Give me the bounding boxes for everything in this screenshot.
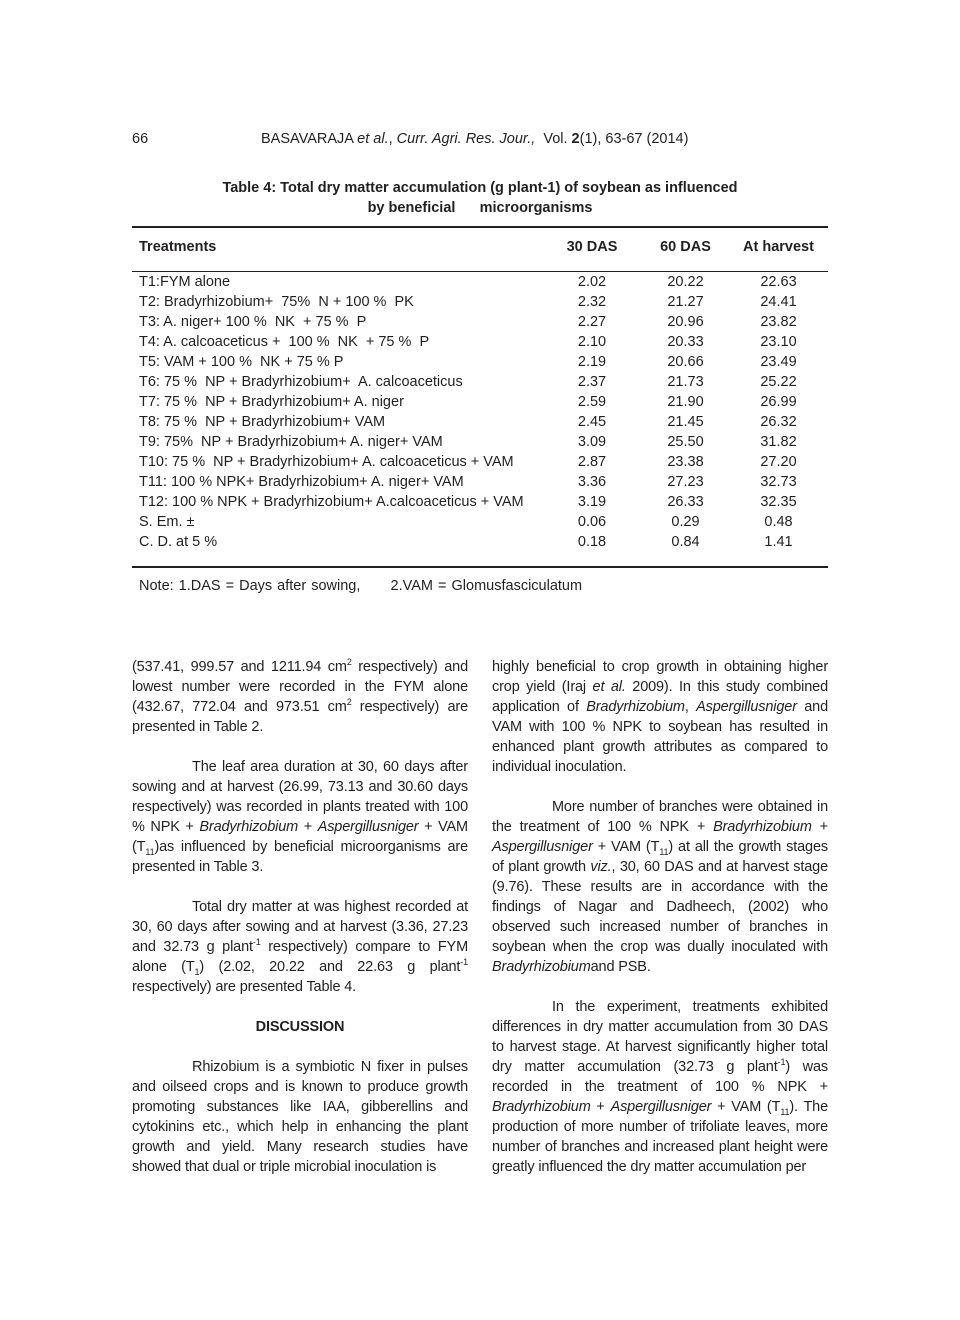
text-segment: Bradyrhizobium [199, 819, 299, 835]
value-cell: 23.82 [760, 314, 797, 330]
text-segment: Aspergillusniger [492, 839, 593, 855]
text-segment: viz. [590, 859, 612, 875]
value-cell: 2.10 [577, 334, 607, 350]
paragraph [132, 1057, 468, 1177]
table-bottom-rule [132, 566, 828, 568]
value-cell: 2.19 [577, 354, 607, 370]
value-cell: 20.22 [667, 274, 704, 290]
text-segment: , [388, 131, 397, 147]
text-segment: + VAM (T [132, 819, 468, 855]
value-cell: 27.23 [667, 474, 704, 490]
text-segment: 2 [346, 657, 352, 668]
value-cell: 23.10 [760, 334, 797, 350]
table-row [132, 532, 828, 552]
treatment-cell: T10: 75 % NP + Bradyrhizobium+ A. calcoaceticus + VAM [139, 454, 514, 470]
text-segment: respectively) are presented in Table 2. [132, 699, 468, 735]
text-segment: and VAM with 100 % NPK to soybean has resulted in enhanced plant growth attributes as compared to individual inoculation. [492, 699, 828, 775]
paragraph [492, 797, 828, 977]
table-row [132, 312, 828, 332]
treatment-cell: T5: VAM + 100 % NK + 75 % P [139, 354, 344, 370]
table-row [132, 452, 828, 472]
value-cell: 2.32 [577, 294, 607, 310]
text-segment: Vol. [535, 131, 572, 147]
text-segment: and PSB. [590, 959, 651, 975]
paragraph [492, 657, 828, 777]
value-cell: 3.36 [577, 474, 607, 490]
value-cell: 2.37 [577, 374, 607, 390]
treatment-cell: T1:FYM alone [139, 274, 231, 290]
text-segment: Bradyrhizobium [492, 1099, 591, 1115]
value-cell: 25.50 [667, 434, 704, 450]
value-cell: 0.06 [577, 514, 607, 530]
text-segment: More number of branches were obtained in the treatment of 100 % NPK + [492, 799, 828, 835]
text-segment: highly beneficial to crop growth in obtaining higher crop yield (Iraj [492, 659, 828, 695]
text-segment: 11 [659, 846, 669, 857]
text-segment: The leaf area duration at 30, 60 days after sowing and at harvest (26.99, 73.13 and 30.60 days respectively) was recorded in plants treated with 100 % NPK + [132, 759, 468, 835]
text-segment: , [684, 699, 697, 715]
value-cell: 32.73 [760, 474, 797, 490]
paragraph [132, 657, 468, 737]
text-segment: -1 [460, 957, 468, 968]
treatment-cell: S. Em. ± [139, 514, 195, 530]
text-segment: )as influenced by beneficial microorganisms are presented in Table 3. [132, 839, 468, 875]
body-column-left [132, 657, 468, 1197]
column-header: Treatments [139, 239, 217, 255]
text-segment: + [811, 819, 829, 835]
treatment-cell: T3: A. niger+ 100 % NK + 75 % P [139, 314, 367, 330]
value-cell: 26.33 [667, 494, 704, 510]
text-segment: ) (2.02, 20.22 and 22.63 g plant [199, 959, 461, 975]
text-segment: 1 [194, 966, 200, 977]
text-segment: In the experiment, treatments exhibited differences in dry matter accumulation from 30 DAS to harvest stage. At harvest significantly higher total dry matter accumulation (32.73 g plant [492, 999, 828, 1075]
text-segment: BASAVARAJA [261, 131, 358, 147]
text-segment: (537.41, 999.57 and 1211.94 cm [132, 659, 347, 675]
value-cell: 0.18 [577, 534, 607, 550]
value-cell: 21.90 [667, 394, 704, 410]
treatment-cell: C. D. at 5 % [139, 534, 218, 550]
value-cell: 0.48 [764, 514, 793, 530]
section-heading [132, 1017, 468, 1037]
data-table [132, 232, 828, 552]
body-column-right [492, 657, 828, 1197]
table-row [132, 392, 828, 412]
value-cell: 26.99 [760, 394, 797, 410]
value-cell: 2.02 [577, 274, 607, 290]
text-segment: respectively) are presented Table 4. [132, 979, 357, 995]
table-row [132, 492, 828, 512]
value-cell: 0.84 [671, 534, 700, 550]
value-cell: 20.33 [667, 334, 704, 350]
table-title-line-1: Table 4: Total dry matter accumulation (g plant-1) of soybean as influenced [222, 180, 738, 196]
table-row [132, 292, 828, 312]
treatment-cell: T6: 75 % NP + Bradyrhizobium+ A. calcoaceticus [139, 374, 463, 390]
value-cell: 26.32 [760, 414, 797, 430]
text-segment: 11 [780, 1106, 790, 1117]
text-segment: ). The production of more number of trifoliate leaves, more number of branches and increased plant height were greatly influenced the dry matter accumulation per [492, 1099, 829, 1175]
table-row [132, 472, 828, 492]
value-cell: 3.09 [577, 434, 607, 450]
value-cell: 0.29 [671, 514, 700, 530]
value-cell: 25.22 [760, 374, 797, 390]
text-segment: DISCUSSION [255, 1019, 345, 1035]
text-segment: 11 [145, 846, 155, 857]
paragraph [132, 897, 468, 997]
column-header: 30 DAS [566, 239, 618, 255]
table-row [132, 332, 828, 352]
value-cell: 3.19 [577, 494, 607, 510]
text-segment: Aspergillusniger [696, 699, 797, 715]
text-segment: 2009). In this study combined application of [492, 679, 828, 715]
text-segment: et al. [592, 679, 626, 695]
treatment-cell: T9: 75% NP + Bradyrhizobium+ A. niger+ VAM [139, 434, 443, 450]
text-segment: 2 [346, 697, 352, 708]
text-segment: (1), 63-67 (2014) [579, 131, 689, 147]
text-segment: ) was recorded in the treatment of 100 % NPK + [492, 1059, 828, 1095]
value-cell: 32.35 [760, 494, 797, 510]
text-segment: + [590, 1099, 611, 1115]
table-title [132, 178, 828, 218]
table-row [132, 272, 828, 292]
paragraph [132, 757, 468, 877]
running-head [261, 131, 688, 147]
treatment-cell: T11: 100 % NPK+ Bradyrhizobium+ A. niger+ VAM [139, 474, 464, 490]
treatment-cell: T4: A. calcoaceticus + 100 % NK + 75 % P [139, 334, 430, 350]
table-row [132, 432, 828, 452]
table-row [132, 412, 828, 432]
value-cell: 2.87 [577, 454, 607, 470]
text-segment: , 30, 60 DAS and at harvest stage (9.76). These results are in accordance with the findings of Nagar and Dadheech, (2002) who observed such increased number of branches in soybean when the crop was dually inoculated with [492, 859, 829, 955]
value-cell: 2.59 [577, 394, 607, 410]
treatment-cell: T2: Bradyrhizobium+ 75% N + 100 % PK [139, 294, 414, 310]
value-cell: 23.49 [760, 354, 797, 370]
value-cell: 27.20 [760, 454, 797, 470]
value-cell: 23.38 [667, 454, 704, 470]
text-segment: Aspergillusniger [317, 819, 419, 835]
text-segment: Aspergillusniger [610, 1099, 712, 1115]
table-row [132, 512, 828, 532]
value-cell: 1.41 [764, 534, 793, 550]
text-segment: Curr. Agri. Res. Jour., [396, 131, 536, 147]
text-segment: Total dry matter at was highest recorded at 30, 60 days after sowing and at harvest (3.36, 27.23 and 32.73 g plant [132, 899, 468, 955]
text-segment: et al. [357, 131, 389, 147]
text-segment: -1 [252, 937, 261, 948]
text-segment: respectively) and lowest number were recorded in the FYM alone (432.67, 772.04 and 973.51 cm [132, 659, 468, 715]
value-cell: 21.45 [667, 414, 704, 430]
text-segment: Bradyrhizobium [586, 699, 685, 715]
text-segment: -1 [777, 1057, 786, 1068]
table-row [132, 352, 828, 372]
table-title-line-2: by beneficial microorganisms [367, 200, 593, 216]
table-note: Note: 1.DAS = Days after sowing, 2.VAM = Glomusfasciculatum [139, 578, 583, 594]
value-cell: 20.66 [667, 354, 704, 370]
text-segment: Bradyrhizobium [713, 819, 812, 835]
paragraph [492, 997, 828, 1177]
value-cell: 31.82 [760, 434, 797, 450]
column-header: 60 DAS [660, 239, 711, 255]
text-segment: 2 [571, 131, 580, 147]
text-segment: Bradyrhizobium [492, 959, 591, 975]
value-cell: 21.27 [667, 294, 704, 310]
value-cell: 20.96 [667, 314, 704, 330]
treatment-cell: T12: 100 % NPK + Bradyrhizobium+ A.calcoaceticus + VAM [139, 494, 524, 510]
table-top-rule [132, 226, 828, 228]
value-cell: 22.63 [760, 274, 797, 290]
page-number: 66 [132, 131, 149, 147]
treatment-cell: T7: 75 % NP + Bradyrhizobium+ A. niger [139, 394, 404, 410]
value-cell: 2.45 [577, 414, 607, 430]
text-segment: + VAM (T [592, 839, 660, 855]
treatment-cell: T8: 75 % NP + Bradyrhizobium+ VAM [139, 414, 386, 430]
text-segment: + VAM (T [711, 1099, 781, 1115]
column-header: At harvest [743, 239, 814, 255]
value-cell: 21.73 [667, 374, 704, 390]
table-row [132, 372, 828, 392]
text-segment: Rhizobium is a symbiotic N fixer in pulses and oilseed crops and is known to produce growth promoting substances like IAA, gibberellins and cytokinins etc., which help in enhancing the plant growth and yield. Many research studies have showed that dual or triple microbial inoculation is [132, 1059, 468, 1175]
table-header-row [132, 232, 828, 262]
text-segment: respectively) compare to FYM alone (T [132, 939, 469, 975]
value-cell: 24.41 [760, 294, 797, 310]
text-segment: + [298, 819, 318, 835]
value-cell: 2.27 [577, 314, 607, 330]
text-segment: ) at all the growth stages of plant growth [492, 839, 828, 875]
